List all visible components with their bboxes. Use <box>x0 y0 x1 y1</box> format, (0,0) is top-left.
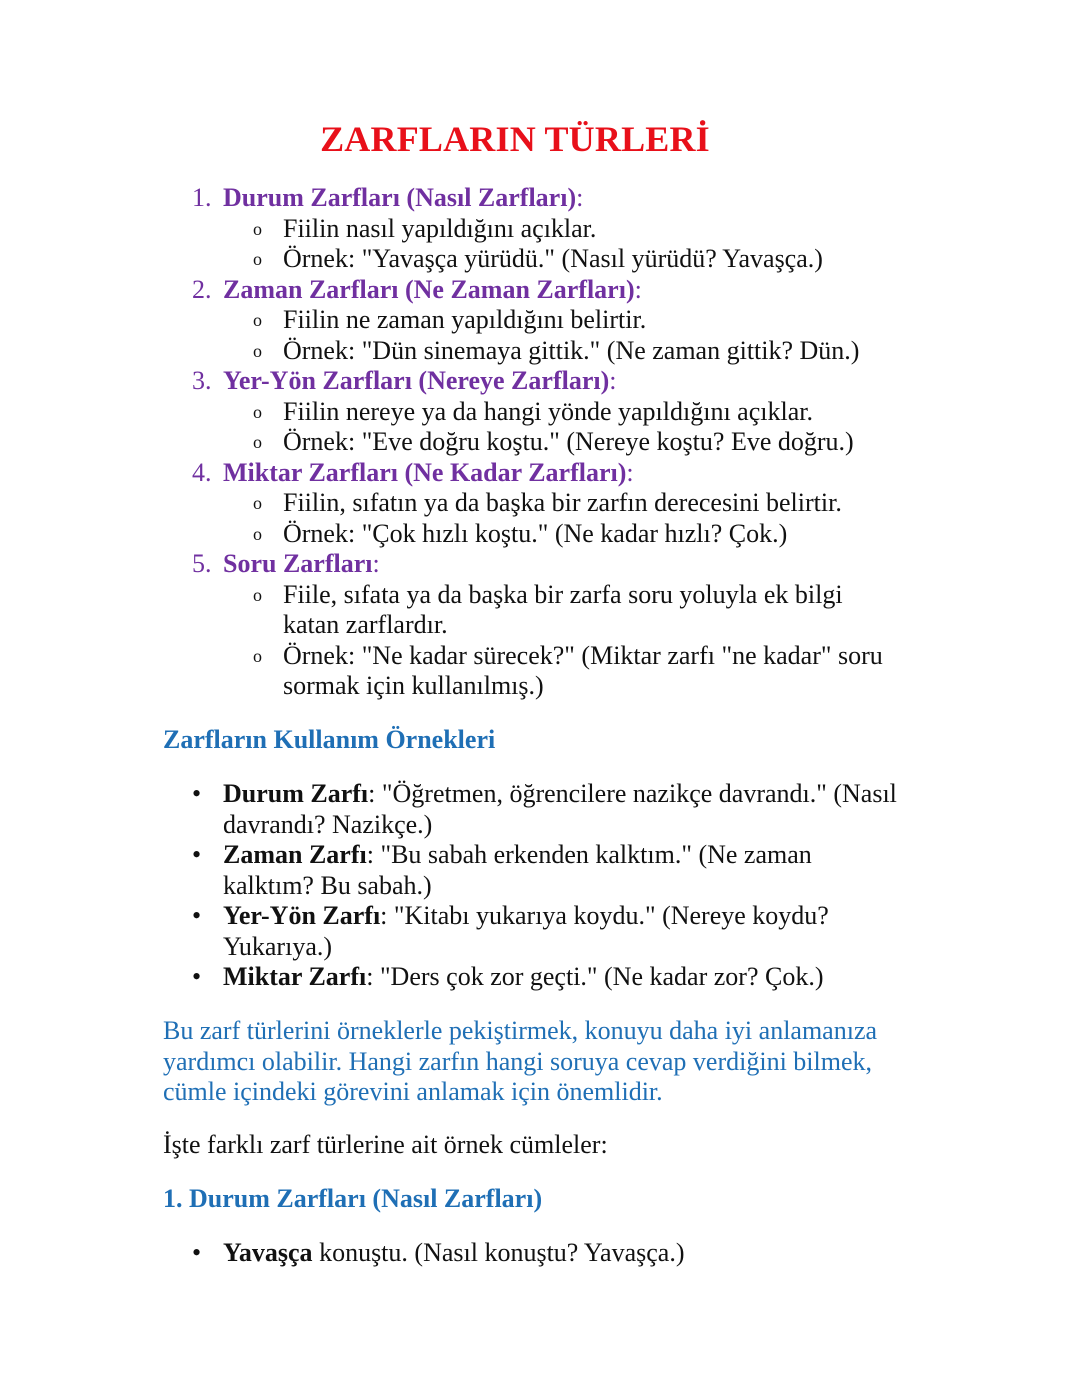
circle-bullet-icon: o <box>253 340 262 361</box>
sub-list-item: o Örnek: "Dün sinemaya gittik." (Ne zaman gittik? Dün.) <box>253 335 860 365</box>
list-item: • Miktar Zarfı: "Ders çok zor geçti." (Ne kadar zor? Çok.) <box>192 962 824 991</box>
example-list <box>0 1238 1080 1269</box>
type-heading: Yer-Yön Zarfları (Nereye Zarfları): <box>223 366 617 395</box>
circle-bullet-icon: o <box>253 523 262 544</box>
sub-list-item: o Fiilin nereye ya da hangi yönde yapıldığını açıklar. <box>253 396 813 426</box>
list-item <box>0 549 1080 702</box>
sub-list-item: o Örnek: "Eve doğru koştu." (Nereye koştu? Eve doğru.) <box>253 427 854 456</box>
sub-list-item: o Fiile, sıfata ya da başka bir zarfa soru yoluyla ek bilgi katan zarflardır. <box>253 579 843 639</box>
bullet-icon: • <box>192 779 202 808</box>
list-item <box>0 458 1080 550</box>
sub-list-item: o Örnek: "Çok hızlı koştu." (Ne kadar hızlı? Çok.) <box>253 518 788 548</box>
sub-list <box>223 305 1080 366</box>
type-heading: Durum Zarfları (Nasıl Zarfları): <box>223 183 584 212</box>
note-paragraph: Bu zarf türlerini örneklerle pekiştirmek, konuyu daha iyi anlamanıza yardımcı olabilir. Hangi zarfın hangi soruya cevap verdiğini bilmek, cümle içindeki görevini anlamak için önemlidir. <box>163 1016 878 1106</box>
list-item <box>0 275 1080 367</box>
usage-heading: Zarfların Kullanım Örnekleri <box>163 725 496 754</box>
intro-paragraph: İşte farklı zarf türlerine ait örnek cümleler: <box>163 1130 608 1159</box>
type-heading: Zaman Zarfları (Ne Zaman Zarfları): <box>223 274 642 304</box>
type-heading: Soru Zarfları: <box>223 549 380 578</box>
sub-list <box>223 397 1080 458</box>
list-item <box>0 366 1080 458</box>
bullet-icon: • <box>192 1238 202 1267</box>
sub-list-item: o Fiilin nasıl yapıldığını açıklar. <box>253 213 597 243</box>
sub-list <box>223 488 1080 549</box>
sub-list-item: o Fiilin ne zaman yapıldığını belirtir. <box>253 305 647 334</box>
circle-bullet-icon: o <box>253 493 262 513</box>
sub-list <box>223 580 1080 702</box>
sub-list-item: o Fiilin, sıfatın ya da başka bir zarfın derecesini belirtir. <box>253 488 842 517</box>
circle-bullet-icon: o <box>253 645 262 666</box>
bullet-icon: • <box>192 901 202 930</box>
bullet-icon: • <box>192 840 202 869</box>
section-heading: 1. Durum Zarfları (Nasıl Zarfları) <box>163 1184 543 1213</box>
sub-list-item: o Örnek: "Yavaşça yürüdü." (Nasıl yürüdü? Yavaşça.) <box>253 244 823 273</box>
adverb-types-list <box>0 183 1080 702</box>
circle-bullet-icon: o <box>253 401 262 422</box>
circle-bullet-icon: o <box>253 310 262 330</box>
circle-bullet-icon: o <box>253 249 262 269</box>
list-number: 4. <box>192 457 212 487</box>
list-number: 1. <box>192 183 212 212</box>
bullet-icon: • <box>192 962 202 991</box>
list-number: 2. <box>192 274 212 304</box>
list-number: 3. <box>192 366 212 395</box>
circle-bullet-icon: o <box>253 218 262 239</box>
list-number: 5. <box>192 549 212 578</box>
list-item <box>0 183 1080 275</box>
list-item: • Yavaşça konuştu. (Nasıl konuştu? Yavaşça.) <box>192 1238 685 1267</box>
sub-list <box>223 214 1080 275</box>
list-item: • Yer-Yön Zarfı: "Kitabı yukarıya koydu." (Nereye koydu? Yukarıya.) <box>192 901 829 961</box>
list-item: • Durum Zarfı: "Öğretmen, öğrencilere nazikçe davrandı." (Nasıl davrandı? Nazikçe.) <box>192 779 897 839</box>
list-item: • Zaman Zarfı: "Bu sabah erkenden kalktım." (Ne zaman kalktım? Bu sabah.) <box>192 840 812 900</box>
sub-list-item: o Örnek: "Ne kadar sürecek?" (Miktar zarfı "ne kadar" soru sormak için kullanılmış.) <box>253 640 883 700</box>
circle-bullet-icon: o <box>253 432 262 452</box>
circle-bullet-icon: o <box>253 584 262 605</box>
usage-list <box>0 779 1080 993</box>
type-heading: Miktar Zarfları (Ne Kadar Zarfları): <box>223 457 634 487</box>
page-title: ZARFLARIN TÜRLERİ <box>320 119 710 159</box>
